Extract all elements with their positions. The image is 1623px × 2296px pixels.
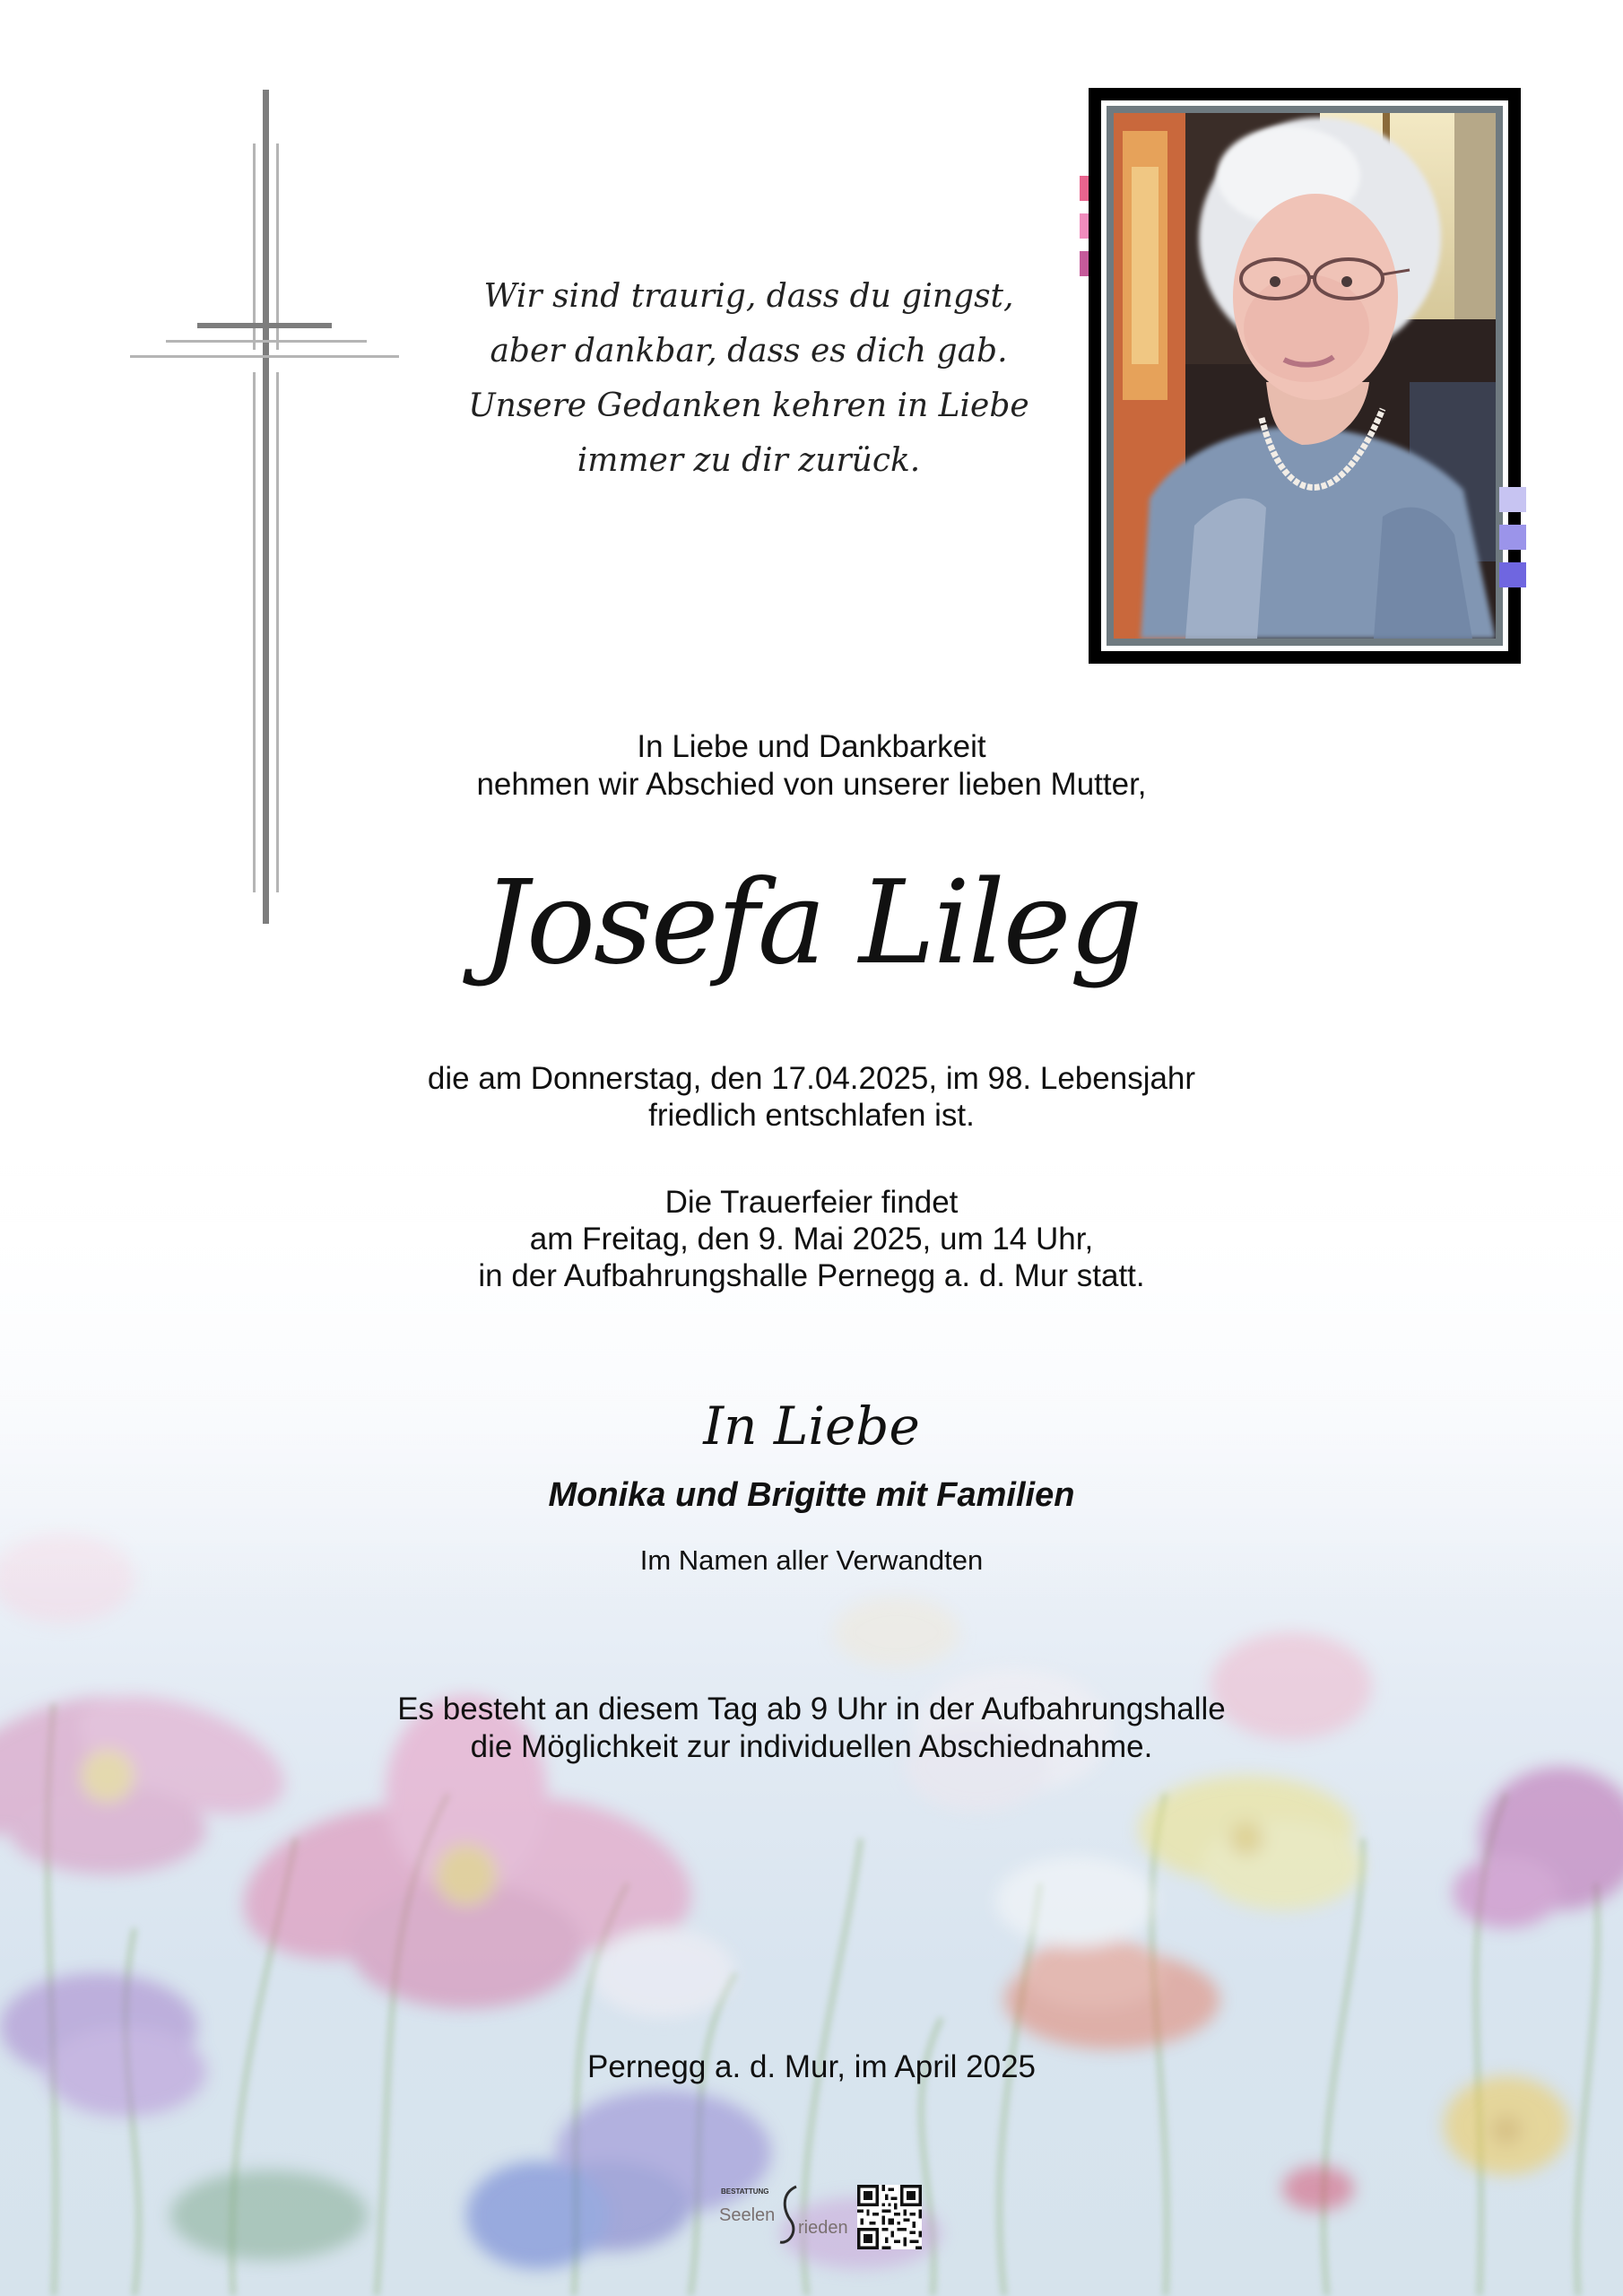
qr-code-icon <box>857 2185 922 2249</box>
cross-icon <box>126 85 412 937</box>
funeral-line-3: in der Aufbahrungshalle Pernegg a. d. Mur statt. <box>478 1258 1145 1293</box>
funeral-line-1: Die Trauerfeier findet <box>664 1185 959 1220</box>
viewing-line-2: die Möglichkeit zur individuellen Abschiednahme. <box>470 1729 1153 1764</box>
in-liebe-heading: In Liebe <box>703 1396 920 1457</box>
poem-line-2: aber dankbar, dass es dich gab. <box>490 333 1008 370</box>
logo-small-text: BESTATTUNG <box>721 2187 769 2196</box>
place-date: Pernegg a. d. Mur, im April 2025 <box>587 2049 1036 2084</box>
relatives-note: Im Namen aller Verwandten <box>639 1544 984 1576</box>
intro-line-1: In Liebe und Dankbarkeit <box>637 729 986 764</box>
intro-line-2: nehmen wir Abschied von unserer lieben Mutter, <box>476 767 1147 802</box>
death-details <box>0 1060 1623 1134</box>
poem <box>466 269 1031 488</box>
poem-line-1: Wir sind traurig, dass du gingst, <box>483 278 1014 315</box>
death-line-1: die am Donnerstag, den 17.04.2025, im 98. Lebensjahr <box>427 1061 1196 1096</box>
viewing-line-1: Es besteht an diesem Tag ab 9 Uhr in der Aufbahrungshalle <box>397 1692 1226 1726</box>
portrait-photo <box>1114 113 1496 639</box>
deceased-name: Josefa Lileg <box>482 857 1141 990</box>
portrait-frame <box>1089 88 1521 664</box>
funeral-line-2: am Freitag, den 9. Mai 2025, um 14 Uhr, <box>529 1222 1094 1257</box>
mourners-names: Monika und Brigitte mit Familien <box>548 1476 1075 1514</box>
death-line-2: friedlich entschlafen ist. <box>648 1098 975 1133</box>
logo-seelen-text: Seelen <box>719 2205 776 2225</box>
poem-line-3: Unsere Gedanken kehren in Liebe <box>468 387 1029 424</box>
decor-square-right-1 <box>1499 487 1526 512</box>
funeral-details <box>0 1184 1623 1294</box>
logo-frieden-text: rieden <box>798 2218 848 2238</box>
decor-square-right-2 <box>1499 525 1526 550</box>
decor-square-right-3 <box>1499 562 1526 587</box>
viewing-info <box>0 1691 1623 1766</box>
funeral-home-logo <box>717 2181 850 2249</box>
intro-text <box>0 728 1623 804</box>
poem-line-4: immer zu dir zurück. <box>577 442 921 479</box>
